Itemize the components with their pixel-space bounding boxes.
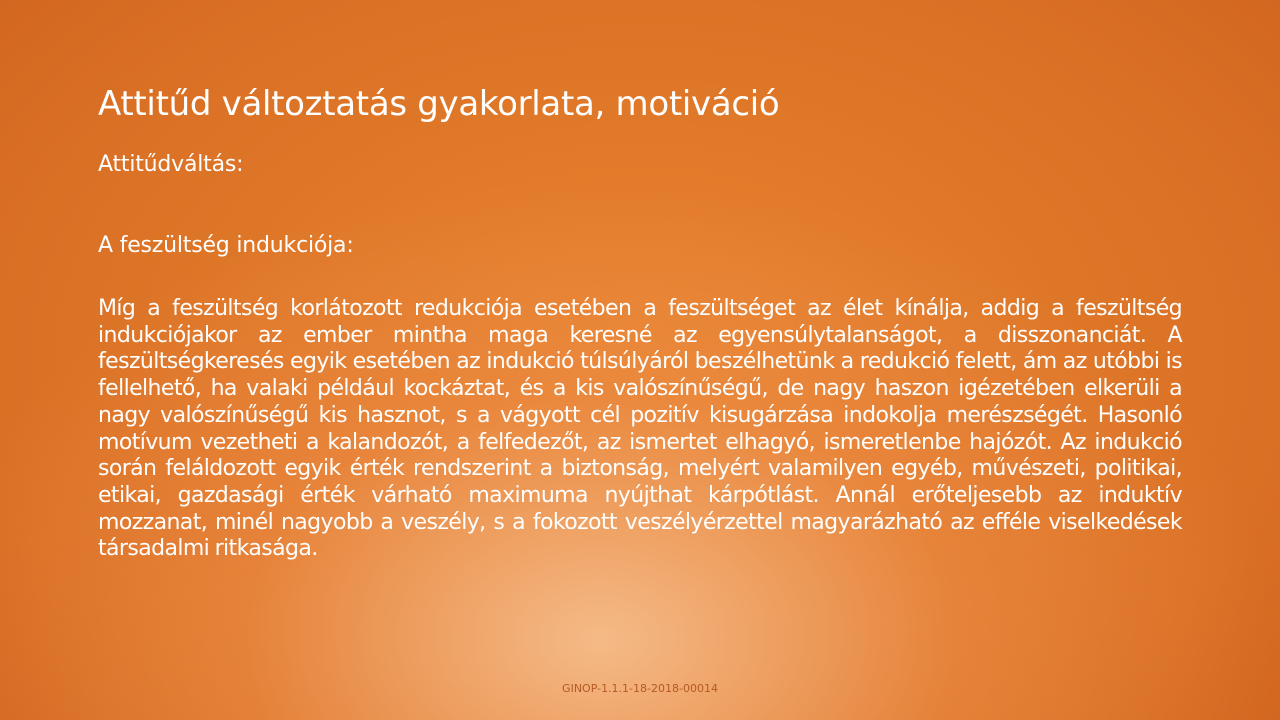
subheading-attitude-change: Attitűdváltás: bbox=[98, 152, 244, 177]
slide-title: Attitűd változtatás gyakorlata, motiváció bbox=[98, 84, 780, 124]
footer-project-code: GINOP-1.1.1-18-2018-00014 bbox=[562, 682, 718, 695]
body-paragraph: Míg a feszültség korlátozott redukciója esetében a feszültséget az élet kínálja, addig a feszültség indukciójakor az ember mintha maga keresné az egyensúlytalanságot, a disszonanciát. A feszültségkeresés egyik esetében az indukció túlsúlyáról beszélhetünk a redukció felett, ám az utóbbi is fellelhető, ha valaki például kockáztat, és a kis valószínűségű, de nagy haszon igézetében elkerüli a nagy valószínűségű kis hasznot, s a vágyott cél pozitív kisugárzása indokolja merészségét. Hasonló motívum vezetheti a kalandozót, a felfedezőt, az ismertet elhagyó, ismeretlenbe hajózót. Az indukció során feláldozott egyik érték rendszerint a biztonság, melyért valamilyen egyéb, művészeti, politikai, etikai, gazdasági érték várható maximuma nyújthat kárpótlást. Annál erőteljesebb az induktív mozzanat, minél nagyobb a veszély, s a fokozott veszélyérzettel magyarázható az efféle viselkedések társadalmi ritkasága. bbox=[98, 296, 1182, 562]
subheading-tension-induction: A feszültség indukciója: bbox=[98, 233, 354, 258]
